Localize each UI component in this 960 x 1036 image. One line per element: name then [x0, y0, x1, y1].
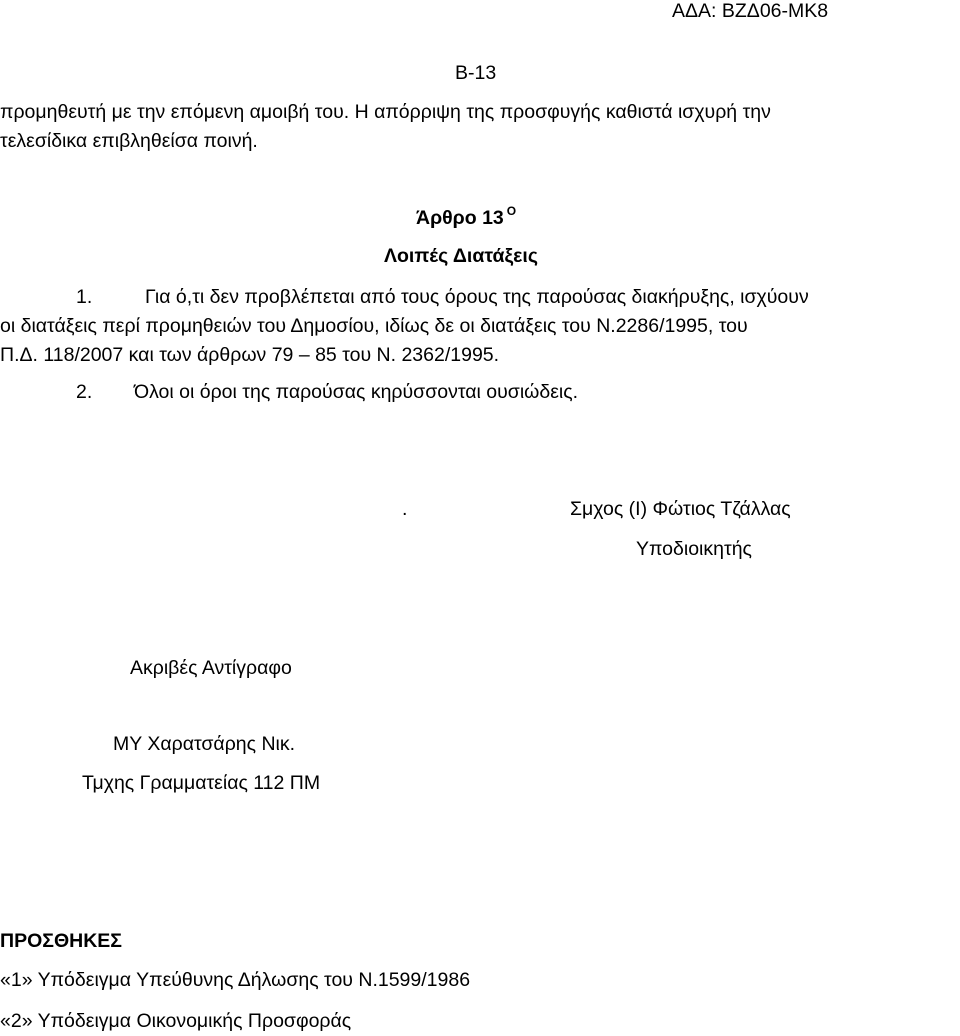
page-number: Β-13 [455, 62, 497, 84]
intro-line-2: τελεσίδικα επιβληθείσα ποινή. [0, 130, 258, 152]
signature-name: Σμχος (Ι) Φώτιος Τζάλλας [570, 498, 791, 520]
item-1-line-2: οι διατάξεις περί προμηθειών του Δημοσίου, ιδίως δε οι διατάξεις του Ν.2286/1995, του [0, 315, 748, 337]
signature-role: Υποδιοικητής [636, 538, 752, 560]
item-1-line-3: Π.Δ. 118/2007 και των άρθρων 79 – 85 του Ν. 2362/1995. [0, 344, 500, 366]
article-subtitle: Λοιπές Διατάξεις [384, 245, 538, 267]
certifying-officer: ΜΥ Χαρατσάρης Νικ. [113, 733, 296, 755]
attachment-item-1: «1» Υπόδειγμα Υπεύθυνης Δήλωσης του Ν.1599/1986 [0, 969, 471, 991]
item-1-line-1: Για ό,τι δεν προβλέπεται από τους όρους της παρούσας διακήρυξης, ισχύουν [145, 286, 809, 308]
intro-line-1: προμηθευτή με την επόμενη αμοιβή του. Η απόρριψη της προσφυγής καθιστά ισχυρή την [0, 101, 771, 123]
item-2-number: 2. [76, 381, 93, 403]
signature-dot: . [402, 498, 408, 520]
article-title [416, 204, 517, 229]
attachments-heading: ΠΡΟΣΘΗΚΕΣ [0, 930, 122, 952]
certifying-department: Τμχης Γραμματείας 112 ΠΜ [82, 772, 321, 794]
ada-code: ΑΔΑ: ΒΖΔ06-ΜΚ8 [672, 0, 829, 22]
item-2-text: Όλοι οι όροι της παρούσας κηρύσσονται ουσιώδεις. [134, 381, 579, 403]
certified-copy-label: Ακριβές Αντίγραφο [130, 657, 292, 679]
article-title-text: Άρθρο 13 [416, 207, 504, 229]
article-title-superscript: Ο [506, 204, 517, 218]
item-1-number: 1. [76, 286, 93, 308]
attachment-item-2: «2» Υπόδειγμα Οικονομικής Προσφοράς [0, 1010, 352, 1032]
